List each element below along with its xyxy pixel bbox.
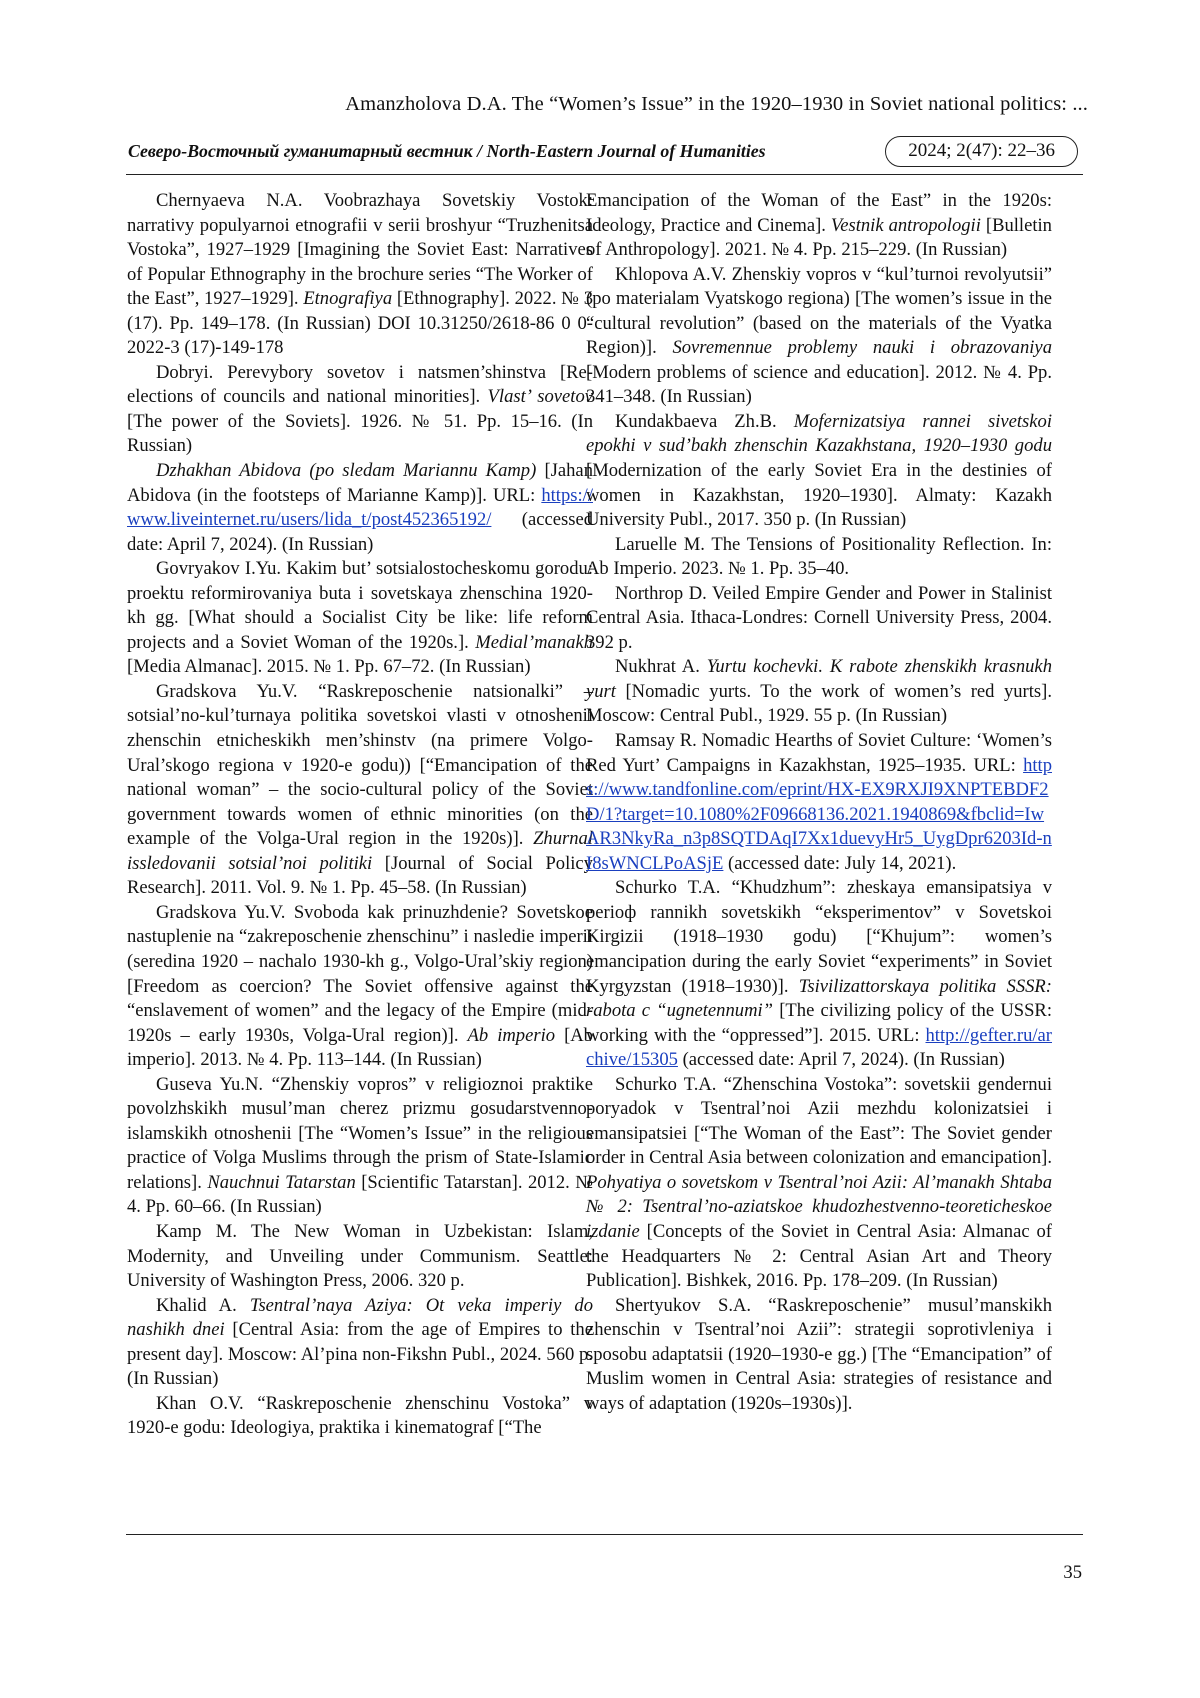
page-number: 35 [1063, 1562, 1082, 1583]
reference-item: Kundakbaeva Zh.B. Mofernizatsiya rannei sivetskoi epokhi v sud’bakh zhenschin Kazakhstana, 1920–1930 godu [Modernization of the early Soviet Era in the destinies of women in Kazakhstan, 1920–1930]. Almaty: Kazakh University Publ., 2017. 350 p. (In Russian) [586, 410, 1053, 531]
issue-badge: 2024; 2(47): 22–36 [885, 136, 1078, 167]
reference-item: Dzhakhan Abidova (po sledam Mariannu Kamp) [Jahan Abidova (in the footsteps of Marianne Kamp)]. URL: https://www.liveinternet.ru/users/lida_t/post452365192/ (accessed date: April 7, 2024). (In Russian) [127, 460, 593, 555]
reference-item: Guseva Yu.N. “Zhenskiy vopros” v religioznoi praktike povolzhskikh musul’man cherez prizmu gosudarstvenno-islamskikh otnoshenii [The “Women’s Issue” in the religious practice of Volga Muslims through the prism of State-Islamic relations]. Nauchnui Tatarstan [Scientific Tatarstan]. 2012. № 4. Pp. 60–66. (In Russian) [127, 1073, 594, 1218]
reference-item: Gradskova Yu.V. “Raskreposchenie natsionalki” – sotsial’no-kul’turnaya politika sovetskoi vlasti v otnoshenii zhenschin etnicheskikh men’shinstv (na primere Volgo-Ural’skogo regiona v 1920-e godu)) [“Emancipation of the national woman” – the socio-cultural policy of the Soviet government towards women of ethnic minorities (on the example of the Volga-Ural region in the 1920s)]. Zhurnal issledovanii sotsial’noi politiki [Journal of Social Policy Research]. 2011. Vol. 9. № 1. Pp. 45–58. (In Russian) [127, 680, 593, 899]
journal-title: Северо-Восточный гуманитарный вестник / North-Eastern Journal of Humanities [128, 140, 766, 161]
reference-item: Northrop D. Veiled Empire Gender and Power in Stalinist Central Asia. Ithaca-Londres: Cornell University Press, 2004. 392 p. [586, 582, 1052, 653]
reference-item: Dobryi. Perevybory sovetov i natsmen’shinstva [Re-elections of councils and national minorities]. Vlast’ sovetov [The power of the Soviets]. 1926. № 51. Pp. 15–16. (In Russian) [127, 361, 593, 457]
reference-item: Khalid A. Tsentral’naya Aziya: Ot veka imperiy do nashikh dnei [Central Asia: from the age of Empires to the present day]. Moscow: Al’pina non-Fikshn Publ., 2024. 560 p. (In Russian) [127, 1294, 594, 1390]
reference-item: Schurko T.A. “Khudzhum”: zheskaya emansipatsiya v perioф rannikh sovetskikh “eksperimentov” v Sovetskoi Kirgizii (1918–1930 godu) [“Khujum”: women’s emancipation during the early Soviet “experiments” in Soviet Kyrgyzstan (1918–1930)]. Tsivilizattorskaya politika SSSR: rabota c “ugnetennumi” [The civilizing policy of the USSR: working with the “oppressed”]. 2015. URL: http://gefter.ru/archive/15305 (accessed date: April 7, 2024). (In Russian) [586, 877, 1052, 1071]
journal-header [128, 134, 1078, 168]
footer-divider [126, 1534, 1083, 1535]
reference-link[interactable]: https://www.tandfonline.com/eprint/HX-EX9RXJI9XNPTEBDF2D/1?target=10.1080%2F09668136.2021.1940869&fbclid=IwAR3NkyRa_n3p8SQTDAqI7Xx1duevyHr5_UygDpr6203Id-nI8sWNCLPoASjE [586, 754, 1052, 874]
left-column [127, 189, 593, 1441]
reference-item: Gradskova Yu.V. Svoboda kak prinuzhdenie? Sovetskoe nastuplenie na “zakreposchenie zhenschinu” i nasledie imperii (seredina 1920 – nachalo 1930-kh g., Volgo-Ural’skiy region) [Freedom as coercion? The Soviet offensive against the “enslavement of women” and the legacy of the Empire (mid-1920s – early 1930s, Volga-Ural region)]. Ab imperio [Ab imperio]. 2013. № 4. Pp. 113–144. (In Russian) [127, 901, 593, 1071]
reference-item: Ramsay R. Nomadic Hearths of Soviet Culture: ‘Women’s Red Yurt’ Campaigns in Kazakhstan, 1925–1935. URL: https://www.tandfonline.com/eprint/HX-EX9RXJI9XNPTEBDF2D/1?target=10.1080%2F09668136.2021.1940869&fbclid=IwAR3NkyRa_n3p8SQTDAqI7Xx1duevyHr5_UygDpr6203Id-nI8sWNCLPoASjE (accessed date: July 14, 2021). [586, 730, 1052, 874]
reference-item: Laruelle M. The Tensions of Positionality Reflection. In: Ab Imperio. 2023. № 1. Pp. 35–40. [586, 533, 1052, 580]
reference-item: Nukhrat A. Yurtu kochevki. K rabote zhenskikh krasnukh yurt [Nomadic yurts. To the work of women’s red yurts]. Moscow: Central Publ., 1929. 55 p. (In Russian) [586, 656, 1052, 727]
reference-link[interactable]: http://gefter.ru/archive/15305 [586, 1024, 1052, 1071]
right-column [586, 189, 1052, 1416]
reference-item-continued: Emancipation of the Woman of the East” in the 1920s: Ideology, Practice and Cinema]. Vestnik antropologii [Bulletin of Anthropology]. 2021. № 4. Pp. 215–229. (In Russian) [586, 190, 1052, 261]
reference-link[interactable]: https://www.liveinternet.ru/users/lida_t/post452365192/ [127, 484, 593, 531]
reference-item: Khan O.V. “Raskreposchenie zhenschinu Vostoka” v 1920-e godu: Ideologiya, praktika i kinematograf [“The [127, 1392, 593, 1439]
reference-item: Schurko T.A. “Zhenschina Vostoka”: sovetskii gendernui poryadok v Tsentral’noi Azii mezhdu kolonizatsiei i emansipatsiei [“The Woman of the East”: The Soviet gender order in Central Asia between colonization and emancipation]. Pohyatiya o sovetskom v Tsentral’noi Azii: Al’manakh Shtaba № 2: Tsentral’no-aziatskoe khudozhestvenno-teoreticheskoe izdanie [Concepts of the Soviet in Central Asia: Almanac of the Headquarters № 2: Central Asian Art and Theory Publication]. Bishkek, 2016. Pp. 178–209. (In Russian) [586, 1073, 1052, 1292]
reference-item: Shertyukov S.A. “Raskreposchenie” musul’manskikh zhenschin v Tsentral’noi Azii”: strategii soprotivleniya i sposobu adaptatsii (1920–1930-e gg.) [The “Emancipation” of Muslim women in Central Asia: strategies of resistance and ways of adaptation (1920s–1930s)]. [586, 1294, 1052, 1414]
reference-item: Khlopova A.V. Zhenskiy vopros v “kul’turnoi revolyutsii” (po materialam Vyatskogo regiona) [The women’s issue in the “cultural revolution” (based on the materials of the Vyatka Region)]. Sovremennue problemy nauki i obrazovaniya [Modern problems of science and education]. 2012. № 4. Pp. 341–348. (In Russian) [586, 263, 1052, 408]
header-divider [126, 174, 1083, 175]
running-title: Amanzholova D.A. The “Women’s Issue” in the 1920–1930 in Soviet national politics: ... [345, 93, 1088, 115]
reference-item: Kamp M. The New Woman in Uzbekistan: Islam, Modernity, and Unveiling under Communism. Seattle: University of Washington Press, 2006. 320 p. [127, 1220, 593, 1292]
reference-item: Govryakov I.Yu. Kakim but’ sotsialostocheskomu gorodu: proektu reformirovaniya buta i sovetskaya zhenschina 1920-kh gg. [What should a Socialist City be like: life reform projects and a Soviet Woman of the 1920s.]. Medial’manakh [Media Almanac]. 2015. № 1. Pp. 67–72. (In Russian) [127, 558, 593, 678]
reference-item: Chernyaeva N.A. Voobrazhaya Sovetskiy Vostok: narrativy populyarnoi etnografii v serii broshyur “Truzhenitsa Vostoka”, 1927–1929 [Imagining the Soviet East: Narratives of Popular Ethnography in the brochure series “The Worker of the East”, 1927–1929]. Etnografiya [Ethnography]. 2022. № 3 (17). Pp. 149–178. (In Russian) DOI 10.31250/2618-86 0 0-2022-3 (17)-149-178 [127, 190, 593, 359]
